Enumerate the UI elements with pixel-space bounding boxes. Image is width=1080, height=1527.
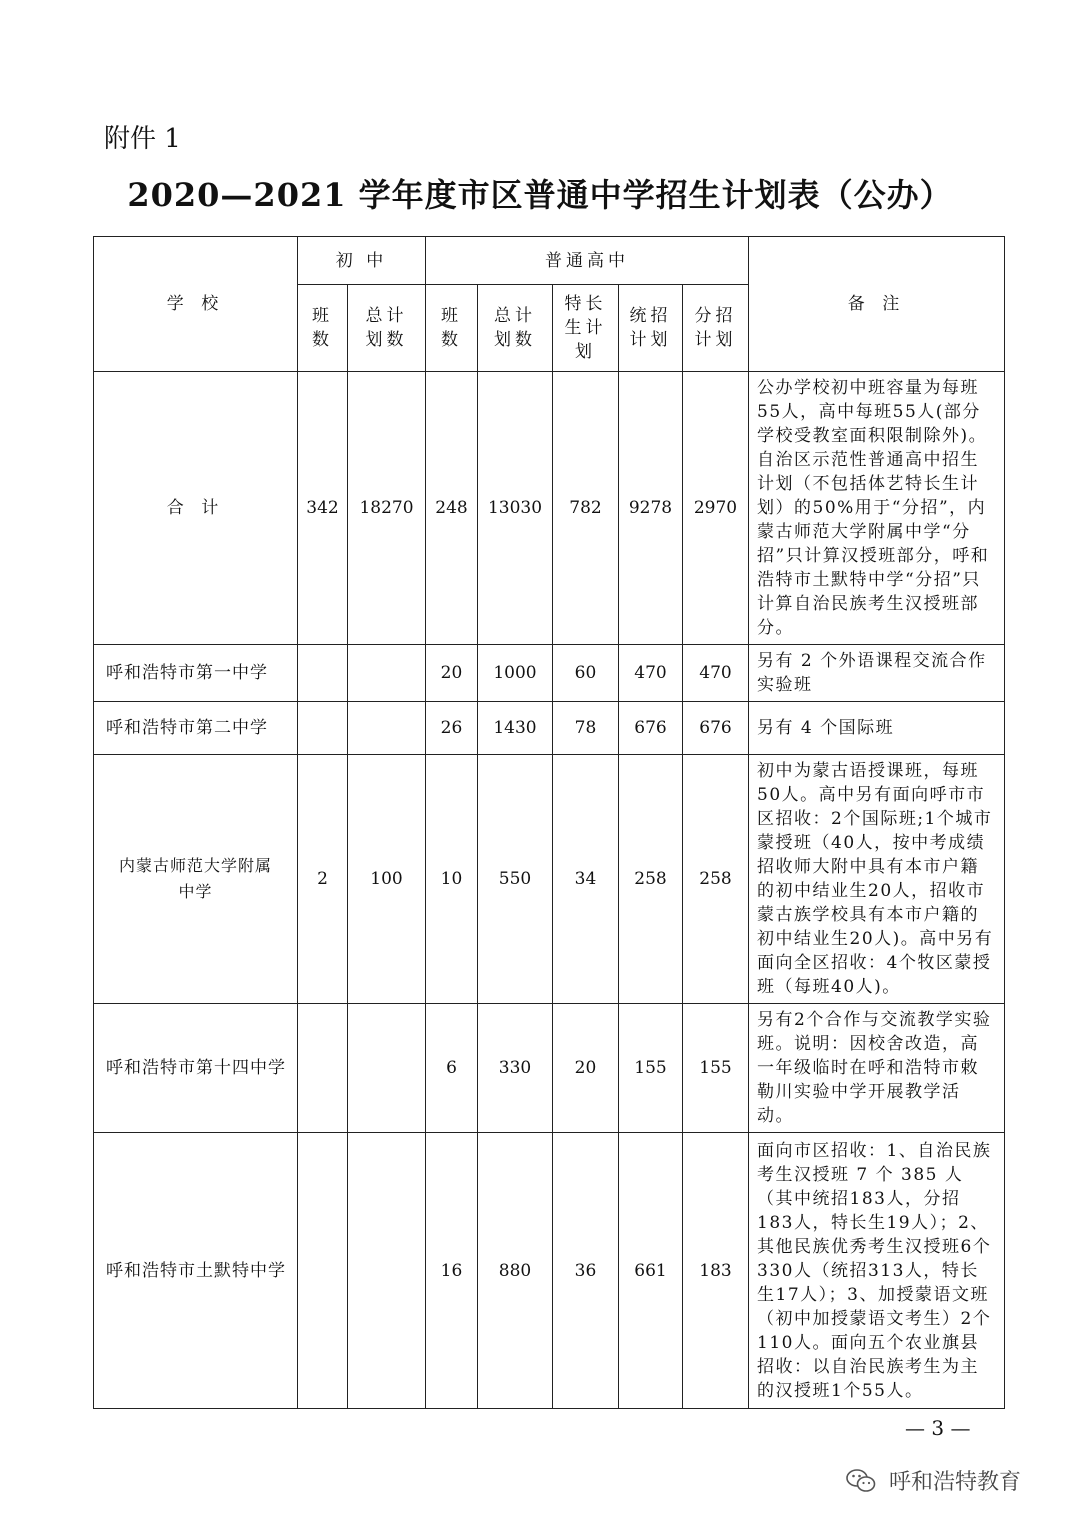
sr-unified: 676 [619,702,683,755]
school-name: 呼和浩特市第二中学 [94,702,298,755]
jr-classes [298,645,348,702]
header-sr-unified: 统招计划 [619,285,683,372]
sr-total: 1430 [478,702,553,755]
sr-classes: 248 [426,372,478,645]
school-name: 呼和浩特市第一中学 [94,645,298,702]
jr-classes [298,702,348,755]
remarks: 面向市区招收：1、自治民族考生汉授班 7 个 385 人（其中统招183人，分招183人，特长生19人）；2、其他民族优秀考生汉授班6个330人（统招313人，特长生17人）；3、加授蒙语文班（初中加授蒙语文考生）2个110人。面向五个农业旗县招收：以自治民族考生为主的汉授班1个55人。 [749,1133,1005,1409]
table-row [94,755,1005,1004]
header-sr-total: 总计划数 [478,285,553,372]
remarks: 另有2个合作与交流教学实验班。说明：因校舍改造，高一年级临时在呼和浩特市敕勒川实验中学开展教学活动。 [749,1004,1005,1133]
school-name: 呼和浩特市土默特中学 [94,1133,298,1409]
header-remarks: 备 注 [749,237,1005,372]
table-row [94,1004,1005,1133]
header-school: 学 校 [94,237,298,372]
header-jr-classes: 班数 [298,285,348,372]
remarks: 另有 2 个外语课程交流合作实验班 [749,645,1005,702]
sr-special: 78 [553,702,619,755]
jr-total [348,702,426,755]
watermark [846,1465,1021,1496]
table-row [94,1133,1005,1409]
table-row [94,702,1005,755]
header-junior: 初 中 [298,237,426,285]
sr-special: 34 [553,755,619,1004]
sr-unified: 9278 [619,372,683,645]
sr-total: 880 [478,1133,553,1409]
watermark-text: 呼和浩特教育 [889,1470,1022,1495]
sr-classes: 16 [426,1133,478,1409]
header-jr-total: 总计划数 [348,285,426,372]
sr-total: 330 [478,1004,553,1133]
sr-unified: 258 [619,755,683,1004]
header-row-1 [94,237,1005,285]
table-row [94,372,1005,645]
sr-allocated: 258 [683,755,749,1004]
sr-allocated: 155 [683,1004,749,1133]
sr-total: 550 [478,755,553,1004]
school-name: 合 计 [94,372,298,645]
attachment-label: 附件 1 [104,124,181,154]
header-sr-classes: 班数 [426,285,478,372]
remarks: 另有 4 个国际班 [749,702,1005,755]
jr-total: 100 [348,755,426,1004]
chat-bubble-icon [846,1468,876,1494]
jr-total: 18270 [348,372,426,645]
jr-classes: 2 [298,755,348,1004]
sr-allocated: 2970 [683,372,749,645]
school-name: 内蒙古师范大学附属中学 [94,755,298,1004]
remarks: 初中为蒙古语授课班，每班50人。高中另有面向呼市市区招收：2个国际班;1个城市蒙授班（40人，按中考成绩招收师大附中具有本市户籍的初中结业生20人，招收市蒙古族学校具有本市户籍的初中结业生20人)。高中另有面向全区招收：4个牧区蒙授班（每班40人)。 [749,755,1005,1004]
jr-classes [298,1004,348,1133]
sr-special: 60 [553,645,619,702]
sr-unified: 155 [619,1004,683,1133]
sr-classes: 20 [426,645,478,702]
header-sr-special: 特长生计划 [553,285,619,372]
table-row [94,645,1005,702]
jr-classes: 342 [298,372,348,645]
enrollment-plan-table [93,236,1005,1409]
sr-allocated: 183 [683,1133,749,1409]
page-title: 2020—2021 学年度市区普通中学招生计划表（公办） [127,176,953,214]
jr-classes [298,1133,348,1409]
page-number: — 3 — [905,1416,971,1440]
sr-total: 13030 [478,372,553,645]
sr-allocated: 676 [683,702,749,755]
sr-special: 782 [553,372,619,645]
sr-unified: 470 [619,645,683,702]
remarks: 公办学校初中班容量为每班55人，高中每班55人(部分学校受教室面积限制除外)。自治区示范性普通高中招生计划（不包括体艺特长生计划）的50%用于“分招”，内蒙古师范大学附属中学“分招”只计算汉授班部分，呼和浩特市土默特中学“分招”只计算自治民族考生汉授班部分。 [749,372,1005,645]
header-sr-allocated: 分招计划 [683,285,749,372]
sr-special: 36 [553,1133,619,1409]
school-name: 呼和浩特市第十四中学 [94,1004,298,1133]
sr-classes: 6 [426,1004,478,1133]
sr-unified: 661 [619,1133,683,1409]
sr-allocated: 470 [683,645,749,702]
jr-total [348,645,426,702]
sr-classes: 26 [426,702,478,755]
header-senior: 普通高中 [426,237,749,285]
jr-total [348,1133,426,1409]
sr-classes: 10 [426,755,478,1004]
sr-total: 1000 [478,645,553,702]
jr-total [348,1004,426,1133]
sr-special: 20 [553,1004,619,1133]
